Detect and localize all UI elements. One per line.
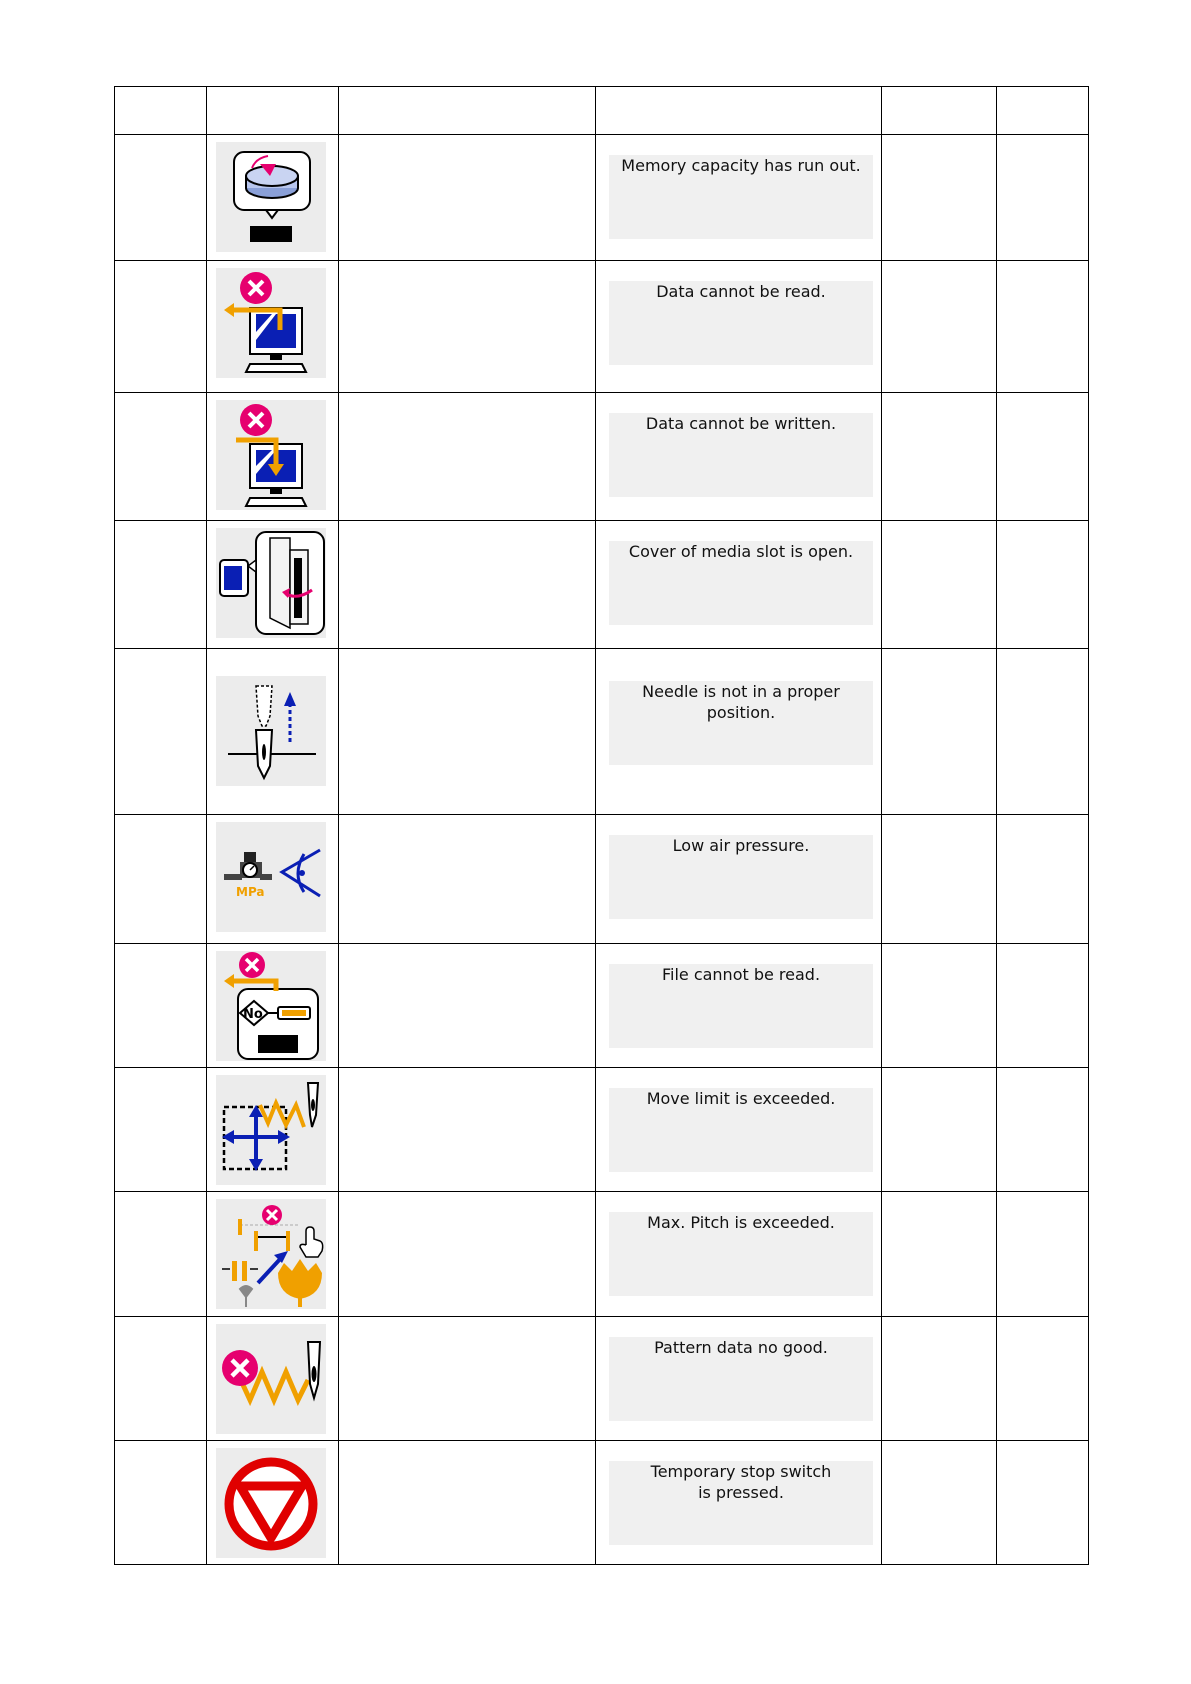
icon-cell <box>207 1441 339 1565</box>
message-cell <box>596 393 882 521</box>
pattern-data-error-icon <box>216 1324 326 1434</box>
message-line: Data cannot be written. <box>645 414 837 433</box>
memory-full-icon <box>216 142 326 252</box>
description-cell <box>339 521 596 649</box>
empty-cell <box>997 1192 1089 1317</box>
header-cell <box>882 87 997 135</box>
header-row <box>115 87 1089 135</box>
table-row <box>115 261 1089 393</box>
empty-cell <box>997 815 1089 944</box>
message-line: Cover of media slot is open. <box>628 542 854 561</box>
message-line: Data cannot be read. <box>656 282 826 301</box>
code-cell <box>115 393 207 521</box>
empty-cell <box>882 649 997 815</box>
empty-cell <box>997 944 1089 1068</box>
empty-cell <box>882 944 997 1068</box>
error-code-table <box>114 86 1089 1565</box>
table-row <box>115 393 1089 521</box>
empty-cell <box>997 1068 1089 1192</box>
message-box <box>609 1212 873 1296</box>
message-box <box>609 681 873 765</box>
empty-cell <box>997 521 1089 649</box>
data-read-error-icon <box>216 268 326 378</box>
code-cell <box>115 135 207 261</box>
icon-cell <box>207 1317 339 1441</box>
description-cell <box>339 1192 596 1317</box>
empty-cell <box>882 1068 997 1192</box>
message-line: Move limit is exceeded. <box>646 1089 836 1108</box>
message-box <box>609 155 873 239</box>
code-cell <box>115 944 207 1068</box>
code-cell <box>115 1441 207 1565</box>
header-cell <box>115 87 207 135</box>
media-slot-open-icon <box>216 528 326 638</box>
icon-cell <box>207 135 339 261</box>
empty-cell <box>997 393 1089 521</box>
message-box <box>609 1088 873 1172</box>
message-box <box>609 964 873 1048</box>
header-cell <box>339 87 596 135</box>
data-write-error-icon <box>216 400 326 510</box>
code-cell <box>115 521 207 649</box>
description-cell <box>339 649 596 815</box>
empty-cell <box>997 261 1089 393</box>
code-cell <box>115 1068 207 1192</box>
icon-cell <box>207 649 339 815</box>
description-cell <box>339 815 596 944</box>
empty-cell <box>997 135 1089 261</box>
code-cell <box>115 1192 207 1317</box>
temporary-stop-icon <box>216 1448 326 1558</box>
description-cell <box>339 1441 596 1565</box>
empty-cell <box>882 815 997 944</box>
table-row <box>115 944 1089 1068</box>
icon-cell <box>207 815 339 944</box>
description-cell <box>339 1317 596 1441</box>
empty-cell <box>997 649 1089 815</box>
file-number-label: No <box>243 1007 263 1022</box>
code-cell <box>115 815 207 944</box>
empty-cell <box>882 261 997 393</box>
empty-cell <box>882 1192 997 1317</box>
message-line: Max. Pitch is exceeded. <box>647 1213 835 1232</box>
pressure-unit-label: MPa <box>236 885 265 899</box>
description-cell <box>339 261 596 393</box>
code-cell <box>115 1317 207 1441</box>
file-read-error-icon <box>216 951 326 1061</box>
message-box <box>609 541 873 625</box>
message-line: Temporary stop switch <box>650 1462 832 1481</box>
needle-position-icon <box>216 676 326 786</box>
message-line: Memory capacity has run out. <box>621 156 861 175</box>
message-box <box>609 1337 873 1421</box>
message-line: Pattern data no good. <box>654 1338 828 1357</box>
table-row <box>115 815 1089 944</box>
icon-cell <box>207 521 339 649</box>
table-row <box>115 1317 1089 1441</box>
table-row <box>115 1441 1089 1565</box>
message-cell <box>596 261 882 393</box>
message-line: Low air pressure. <box>672 836 810 855</box>
empty-cell <box>882 1441 997 1565</box>
empty-cell <box>997 1317 1089 1441</box>
message-cell <box>596 1068 882 1192</box>
empty-cell <box>882 393 997 521</box>
message-cell <box>596 521 882 649</box>
icon-cell <box>207 261 339 393</box>
icon-cell <box>207 1068 339 1192</box>
message-cell <box>596 649 882 815</box>
header-cell <box>997 87 1089 135</box>
message-line: is pressed. <box>698 1483 784 1502</box>
empty-cell <box>882 521 997 649</box>
header-cell <box>207 87 339 135</box>
icon-cell <box>207 1192 339 1317</box>
max-pitch-icon <box>216 1199 326 1309</box>
message-cell <box>596 1317 882 1441</box>
table-row <box>115 521 1089 649</box>
description-cell <box>339 393 596 521</box>
message-cell <box>596 944 882 1068</box>
icon-cell <box>207 944 339 1068</box>
description-cell <box>339 135 596 261</box>
code-cell <box>115 261 207 393</box>
empty-cell <box>882 135 997 261</box>
description-cell <box>339 1068 596 1192</box>
empty-cell <box>997 1441 1089 1565</box>
message-cell <box>596 135 882 261</box>
icon-cell <box>207 393 339 521</box>
header-cell <box>596 87 882 135</box>
message-cell <box>596 1441 882 1565</box>
message-line: File cannot be read. <box>661 965 821 984</box>
message-box <box>609 1461 873 1545</box>
move-limit-icon <box>216 1075 326 1185</box>
message-line: Needle is not in a proper position. <box>642 682 840 722</box>
message-box <box>609 835 873 919</box>
message-box <box>609 281 873 365</box>
table-row <box>115 1068 1089 1192</box>
message-cell <box>596 1192 882 1317</box>
low-air-pressure-icon <box>216 822 326 932</box>
table-row <box>115 135 1089 261</box>
empty-cell <box>882 1317 997 1441</box>
table-row <box>115 649 1089 815</box>
message-box <box>609 413 873 497</box>
message-cell <box>596 815 882 944</box>
table-row <box>115 1192 1089 1317</box>
code-cell <box>115 649 207 815</box>
description-cell <box>339 944 596 1068</box>
